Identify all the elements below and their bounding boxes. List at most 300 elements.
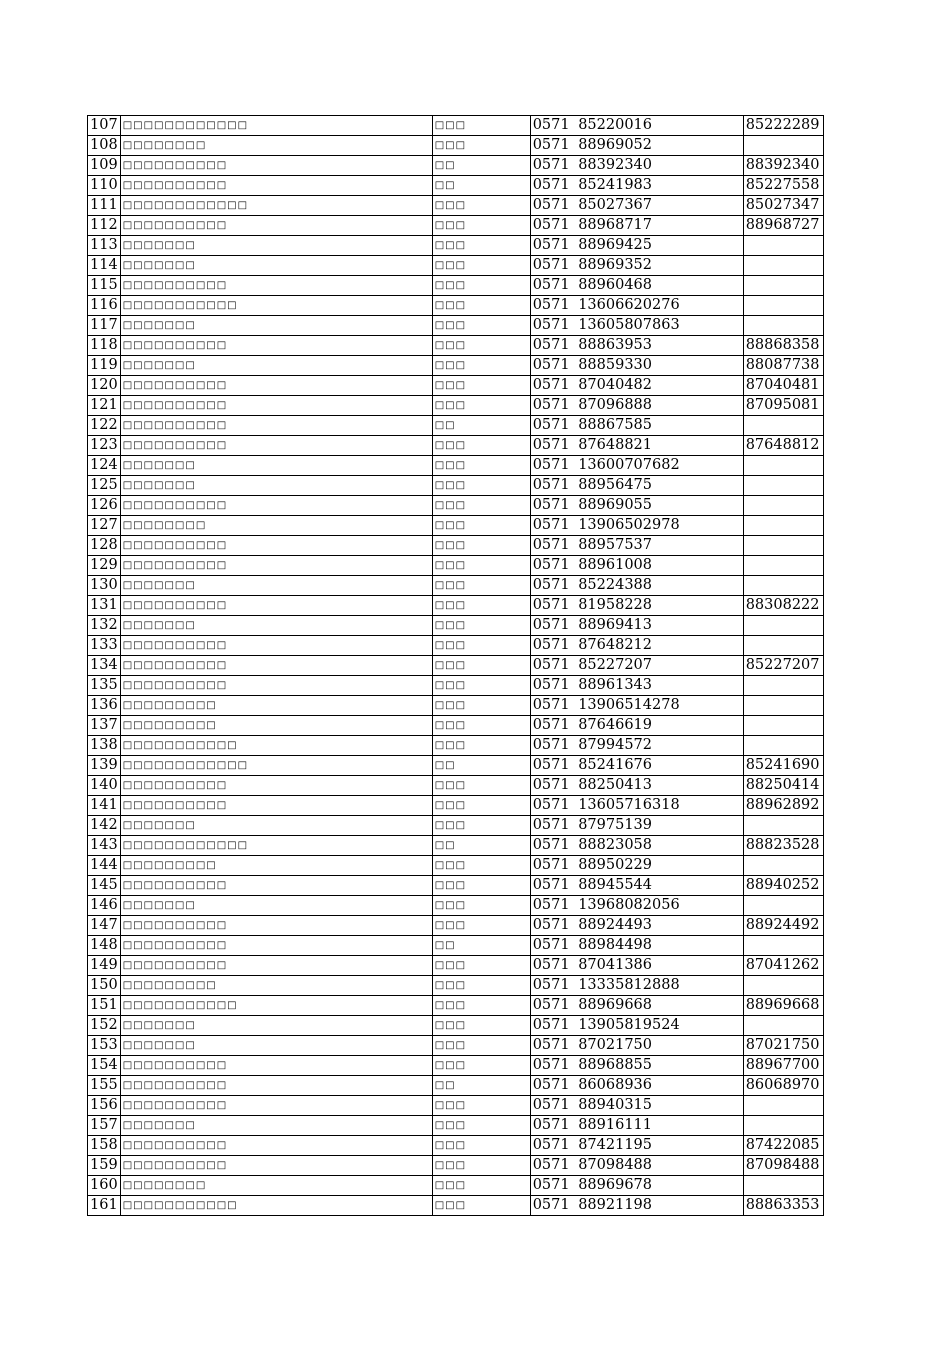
phone-number: 87994572	[576, 736, 743, 756]
fax-number: 85027347	[743, 196, 823, 216]
contact-person: □□□	[432, 676, 530, 696]
company-name: □□□□□□□□□□	[120, 416, 432, 436]
phone-number: 88859330	[576, 356, 743, 376]
area-code: 0571	[530, 576, 576, 596]
row-number: 115	[88, 276, 121, 296]
row-number: 127	[88, 516, 121, 536]
fax-number: 88967700	[743, 1056, 823, 1076]
table-row	[88, 856, 824, 876]
fax-number	[743, 1116, 823, 1136]
area-code: 0571	[530, 456, 576, 476]
row-number: 126	[88, 496, 121, 516]
area-code: 0571	[530, 296, 576, 316]
table-row	[88, 176, 824, 196]
company-name: □□□□□□□□□□	[120, 396, 432, 416]
contact-person: □□□	[432, 1056, 530, 1076]
area-code: 0571	[530, 976, 576, 996]
fax-number: 88308222	[743, 596, 823, 616]
row-number: 152	[88, 1016, 121, 1036]
phone-number: 88969055	[576, 496, 743, 516]
contact-person: □□□	[432, 896, 530, 916]
phone-number: 85241676	[576, 756, 743, 776]
area-code: 0571	[530, 756, 576, 776]
table-row	[88, 676, 824, 696]
table-row	[88, 1196, 824, 1216]
phone-number: 87648212	[576, 636, 743, 656]
company-name: □□□□□□□□□□□	[120, 296, 432, 316]
company-name: □□□□□□□	[120, 616, 432, 636]
table-row	[88, 756, 824, 776]
company-name: □□□□□□□□	[120, 136, 432, 156]
contact-person: □□□	[432, 196, 530, 216]
company-name: □□□□□□□□□□	[120, 536, 432, 556]
contact-person: □□□	[432, 576, 530, 596]
company-name: □□□□□□□□	[120, 1176, 432, 1196]
area-code: 0571	[530, 856, 576, 876]
table-row	[88, 896, 824, 916]
area-code: 0571	[530, 836, 576, 856]
company-name: □□□□□□□□□□	[120, 936, 432, 956]
fax-number	[743, 816, 823, 836]
phone-number: 13606620276	[576, 296, 743, 316]
area-code: 0571	[530, 776, 576, 796]
contact-person: □□□	[432, 716, 530, 736]
company-name: □□□□□□□□□□	[120, 796, 432, 816]
fax-number: 87041262	[743, 956, 823, 976]
company-name: □□□□□□□□□□	[120, 556, 432, 576]
contact-person: □□□	[432, 496, 530, 516]
company-name: □□□□□□□□□□□□	[120, 836, 432, 856]
row-number: 118	[88, 336, 121, 356]
row-number: 122	[88, 416, 121, 436]
fax-number: 87422085	[743, 1136, 823, 1156]
table-row	[88, 516, 824, 536]
table-row	[88, 796, 824, 816]
fax-number: 88823528	[743, 836, 823, 856]
company-name: □□□□□□□□□	[120, 856, 432, 876]
company-name: □□□□□□□□□□□□	[120, 116, 432, 136]
row-number: 146	[88, 896, 121, 916]
company-name: □□□□□□□□□□	[120, 376, 432, 396]
phone-number: 88969678	[576, 1176, 743, 1196]
area-code: 0571	[530, 696, 576, 716]
row-number: 125	[88, 476, 121, 496]
area-code: 0571	[530, 496, 576, 516]
area-code: 0571	[530, 796, 576, 816]
table-row	[88, 316, 824, 336]
contact-person: □□□	[432, 636, 530, 656]
contact-person: □□□	[432, 316, 530, 336]
phone-number: 87648821	[576, 436, 743, 456]
row-number: 147	[88, 916, 121, 936]
contact-person: □□□	[432, 596, 530, 616]
phone-number: 88969425	[576, 236, 743, 256]
row-number: 119	[88, 356, 121, 376]
fax-number: 88940252	[743, 876, 823, 896]
phone-number: 88960468	[576, 276, 743, 296]
fax-number	[743, 636, 823, 656]
fax-number	[743, 576, 823, 596]
table-row	[88, 296, 824, 316]
fax-number	[743, 136, 823, 156]
area-code: 0571	[530, 516, 576, 536]
company-name: □□□□□□□	[120, 476, 432, 496]
area-code: 0571	[530, 956, 576, 976]
row-number: 156	[88, 1096, 121, 1116]
contact-person: □□	[432, 756, 530, 776]
contact-person: □□□	[432, 616, 530, 636]
company-name: □□□□□□□□□□□	[120, 1196, 432, 1216]
fax-number	[743, 556, 823, 576]
fax-number: 88087738	[743, 356, 823, 376]
phone-number: 13906502978	[576, 516, 743, 536]
area-code: 0571	[530, 636, 576, 656]
phone-number: 88969352	[576, 256, 743, 276]
row-number: 130	[88, 576, 121, 596]
row-number: 150	[88, 976, 121, 996]
phone-number: 88961343	[576, 676, 743, 696]
table-row	[88, 596, 824, 616]
fax-number	[743, 456, 823, 476]
fax-number	[743, 496, 823, 516]
row-number: 114	[88, 256, 121, 276]
table-row	[88, 496, 824, 516]
fax-number: 87098488	[743, 1156, 823, 1176]
row-number: 108	[88, 136, 121, 156]
fax-number	[743, 416, 823, 436]
area-code: 0571	[530, 916, 576, 936]
table-row	[88, 636, 824, 656]
phone-number: 88945544	[576, 876, 743, 896]
contact-person: □□□	[432, 556, 530, 576]
contact-person: □□□	[432, 1116, 530, 1136]
fax-number: 85241690	[743, 756, 823, 776]
contact-person: □□□	[432, 536, 530, 556]
company-name: □□□□□□□	[120, 256, 432, 276]
phone-number: 85220016	[576, 116, 743, 136]
area-code: 0571	[530, 256, 576, 276]
phone-number: 13968082056	[576, 896, 743, 916]
contact-person: □□□	[432, 516, 530, 536]
area-code: 0571	[530, 176, 576, 196]
fax-number: 88962892	[743, 796, 823, 816]
table-row	[88, 196, 824, 216]
area-code: 0571	[530, 476, 576, 496]
area-code: 0571	[530, 336, 576, 356]
table-row	[88, 936, 824, 956]
company-name: □□□□□□□	[120, 1036, 432, 1056]
row-number: 143	[88, 836, 121, 856]
row-number: 134	[88, 656, 121, 676]
area-code: 0571	[530, 356, 576, 376]
row-number: 142	[88, 816, 121, 836]
area-code: 0571	[530, 656, 576, 676]
phone-number: 88863953	[576, 336, 743, 356]
table-row	[88, 1096, 824, 1116]
table-row	[88, 336, 824, 356]
area-code: 0571	[530, 196, 576, 216]
row-number: 111	[88, 196, 121, 216]
phone-number: 88950229	[576, 856, 743, 876]
fax-number: 88250414	[743, 776, 823, 796]
phone-number: 88957537	[576, 536, 743, 556]
area-code: 0571	[530, 1096, 576, 1116]
row-number: 155	[88, 1076, 121, 1096]
company-name: □□□□□□□□□□	[120, 676, 432, 696]
phone-number: 88823058	[576, 836, 743, 856]
table-row	[88, 396, 824, 416]
phone-number: 87096888	[576, 396, 743, 416]
row-number: 161	[88, 1196, 121, 1216]
fax-number	[743, 296, 823, 316]
table-row	[88, 656, 824, 676]
fax-number	[743, 736, 823, 756]
row-number: 159	[88, 1156, 121, 1176]
company-name: □□□□□□□□□□	[120, 876, 432, 896]
company-name: □□□□□□□□□□	[120, 276, 432, 296]
area-code: 0571	[530, 316, 576, 336]
table-row	[88, 236, 824, 256]
company-name: □□□□□□□	[120, 1116, 432, 1136]
phone-number: 86068936	[576, 1076, 743, 1096]
contact-table	[87, 115, 824, 1216]
area-code: 0571	[530, 596, 576, 616]
company-name: □□□□□□□□□□	[120, 496, 432, 516]
company-name: □□□□□□□□□□	[120, 596, 432, 616]
area-code: 0571	[530, 616, 576, 636]
area-code: 0571	[530, 1016, 576, 1036]
phone-number: 88969668	[576, 996, 743, 1016]
contact-person: □□□	[432, 1036, 530, 1056]
contact-person: □□□	[432, 356, 530, 376]
contact-person: □□□	[432, 976, 530, 996]
area-code: 0571	[530, 996, 576, 1016]
table-row	[88, 776, 824, 796]
company-name: □□□□□□□□□□	[120, 1136, 432, 1156]
contact-person: □□□	[432, 1176, 530, 1196]
fax-number	[743, 516, 823, 536]
row-number: 128	[88, 536, 121, 556]
area-code: 0571	[530, 1036, 576, 1056]
fax-number: 85222289	[743, 116, 823, 136]
contact-person: □□□	[432, 1096, 530, 1116]
table-row	[88, 816, 824, 836]
company-name: □□□□□□□□□□□	[120, 736, 432, 756]
table-row	[88, 956, 824, 976]
contact-person: □□	[432, 936, 530, 956]
phone-number: 88969413	[576, 616, 743, 636]
company-name: □□□□□□□	[120, 576, 432, 596]
area-code: 0571	[530, 556, 576, 576]
fax-number: 87040481	[743, 376, 823, 396]
phone-number: 88867585	[576, 416, 743, 436]
row-number: 129	[88, 556, 121, 576]
contact-person: □□□	[432, 816, 530, 836]
row-number: 117	[88, 316, 121, 336]
row-number: 148	[88, 936, 121, 956]
table-row	[88, 616, 824, 636]
contact-person: □□□	[432, 696, 530, 716]
phone-number: 85027367	[576, 196, 743, 216]
phone-number: 88392340	[576, 156, 743, 176]
company-name: □□□□□□□□□□	[120, 636, 432, 656]
fax-number	[743, 716, 823, 736]
contact-person: □□□	[432, 876, 530, 896]
phone-number: 85224388	[576, 576, 743, 596]
phone-number: 87021750	[576, 1036, 743, 1056]
table-row	[88, 476, 824, 496]
row-number: 136	[88, 696, 121, 716]
table-row	[88, 556, 824, 576]
table-row	[88, 1136, 824, 1156]
phone-number: 87975139	[576, 816, 743, 836]
fax-number: 87095081	[743, 396, 823, 416]
contact-person: □□□	[432, 396, 530, 416]
area-code: 0571	[530, 1076, 576, 1096]
company-name: □□□□□□□	[120, 356, 432, 376]
phone-number: 81958228	[576, 596, 743, 616]
phone-number: 88250413	[576, 776, 743, 796]
table-row	[88, 436, 824, 456]
fax-number	[743, 236, 823, 256]
phone-number: 88961008	[576, 556, 743, 576]
table-row	[88, 416, 824, 436]
phone-number: 13906514278	[576, 696, 743, 716]
table-row	[88, 156, 824, 176]
area-code: 0571	[530, 1176, 576, 1196]
phone-number: 88984498	[576, 936, 743, 956]
row-number: 132	[88, 616, 121, 636]
table-row	[88, 276, 824, 296]
row-number: 138	[88, 736, 121, 756]
area-code: 0571	[530, 736, 576, 756]
area-code: 0571	[530, 236, 576, 256]
table-row	[88, 356, 824, 376]
fax-number	[743, 976, 823, 996]
company-name: □□□□□□□	[120, 236, 432, 256]
phone-number: 88969052	[576, 136, 743, 156]
fax-number	[743, 276, 823, 296]
fax-number	[743, 1096, 823, 1116]
phone-number: 88968855	[576, 1056, 743, 1076]
table-row	[88, 1016, 824, 1036]
company-name: □□□□□□□□□□	[120, 176, 432, 196]
company-name: □□□□□□□□□□	[120, 956, 432, 976]
company-name: □□□□□□□□□□	[120, 156, 432, 176]
area-code: 0571	[530, 156, 576, 176]
contact-person: □□	[432, 1076, 530, 1096]
fax-number: 87648812	[743, 436, 823, 456]
contact-person: □□□	[432, 236, 530, 256]
fax-number	[743, 856, 823, 876]
contact-person: □□□	[432, 476, 530, 496]
area-code: 0571	[530, 376, 576, 396]
phone-number: 87041386	[576, 956, 743, 976]
area-code: 0571	[530, 876, 576, 896]
company-name: □□□□□□□□□□	[120, 916, 432, 936]
row-number: 157	[88, 1116, 121, 1136]
contact-person: □□□	[432, 1016, 530, 1036]
contact-person: □□□	[432, 296, 530, 316]
area-code: 0571	[530, 1156, 576, 1176]
phone-number: 87040482	[576, 376, 743, 396]
table-row	[88, 976, 824, 996]
phone-number: 88968717	[576, 216, 743, 236]
table-row	[88, 1176, 824, 1196]
fax-number	[743, 476, 823, 496]
area-code: 0571	[530, 116, 576, 136]
table-row	[88, 716, 824, 736]
contact-person: □□□	[432, 956, 530, 976]
fax-number	[743, 256, 823, 276]
table-body	[88, 116, 824, 1216]
row-number: 145	[88, 876, 121, 896]
area-code: 0571	[530, 676, 576, 696]
row-number: 151	[88, 996, 121, 1016]
table-row	[88, 996, 824, 1016]
fax-number: 85227207	[743, 656, 823, 676]
table-row	[88, 1156, 824, 1176]
row-number: 144	[88, 856, 121, 876]
contact-person: □□	[432, 416, 530, 436]
company-name: □□□□□□□	[120, 1016, 432, 1036]
fax-number	[743, 616, 823, 636]
company-name: □□□□□□□□□□□□	[120, 196, 432, 216]
table-row	[88, 876, 824, 896]
table-row	[88, 836, 824, 856]
table-row	[88, 576, 824, 596]
phone-number: 13905819524	[576, 1016, 743, 1036]
area-code: 0571	[530, 436, 576, 456]
row-number: 158	[88, 1136, 121, 1156]
fax-number: 88969668	[743, 996, 823, 1016]
row-number: 137	[88, 716, 121, 736]
fax-number: 88392340	[743, 156, 823, 176]
area-code: 0571	[530, 716, 576, 736]
fax-number	[743, 316, 823, 336]
fax-number: 88924492	[743, 916, 823, 936]
fax-number	[743, 536, 823, 556]
row-number: 153	[88, 1036, 121, 1056]
company-name: □□□□□□□□□□	[120, 216, 432, 236]
fax-number: 88968727	[743, 216, 823, 236]
contact-person: □□□	[432, 1156, 530, 1176]
row-number: 154	[88, 1056, 121, 1076]
company-name: □□□□□□□□□□	[120, 336, 432, 356]
phone-number: 88921198	[576, 1196, 743, 1216]
row-number: 120	[88, 376, 121, 396]
row-number: 135	[88, 676, 121, 696]
contact-person: □□□	[432, 256, 530, 276]
fax-number: 88863353	[743, 1196, 823, 1216]
contact-person: □□□	[432, 436, 530, 456]
contact-person: □□□	[432, 656, 530, 676]
row-number: 113	[88, 236, 121, 256]
phone-number: 87646619	[576, 716, 743, 736]
table-row	[88, 1056, 824, 1076]
area-code: 0571	[530, 396, 576, 416]
table-row	[88, 136, 824, 156]
company-name: □□□□□□□□□□	[120, 1076, 432, 1096]
row-number: 110	[88, 176, 121, 196]
company-name: □□□□□□□□□□	[120, 656, 432, 676]
row-number: 160	[88, 1176, 121, 1196]
phone-number: 88924493	[576, 916, 743, 936]
contact-person: □□□	[432, 1196, 530, 1216]
phone-number: 85227207	[576, 656, 743, 676]
company-name: □□□□□□□	[120, 816, 432, 836]
fax-number	[743, 676, 823, 696]
